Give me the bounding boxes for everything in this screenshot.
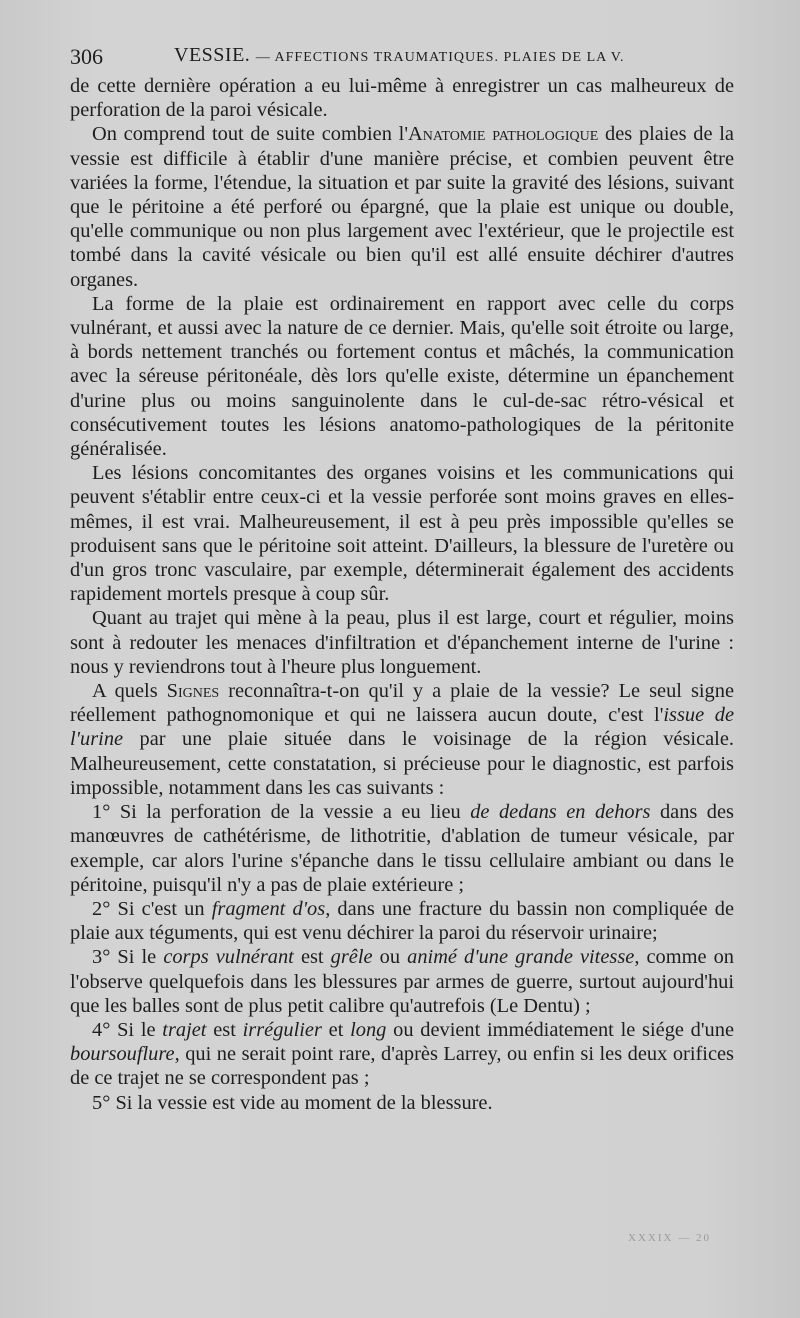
text-run: et bbox=[321, 1018, 351, 1041]
paragraph-anatomie bbox=[70, 122, 734, 291]
italic-run: corps vulnérant bbox=[163, 946, 294, 969]
italic-run: issue de l'urine bbox=[70, 704, 734, 751]
italic-run: trajet bbox=[162, 1018, 207, 1041]
paragraph: Les lésions concomitantes des organes voisins et les communications qui peuvent s'établir entre ceux-ci et la vessie perforée sont moins graves en elles-mêmes, il est vrai. Malheureusement, il est à peu près impossible qu'elles se produisent sans que le péritoine soit atteint. D'ailleurs, la blessure de l'uretère ou d'un gros tronc vasculaire, par exemple, déterminerait également des accidents rapidement mortels presque à coup sûr. bbox=[70, 462, 734, 606]
list-item-3 bbox=[70, 945, 734, 1018]
list-item-4 bbox=[70, 1018, 734, 1091]
text-run: 2° Si c'est un bbox=[92, 897, 212, 920]
italic-run: boursouflure bbox=[70, 1043, 175, 1066]
text-run: 1° Si la perforation de la vessie a eu lieu bbox=[92, 801, 471, 824]
paragraph: La forme de la plaie est ordinairement en rapport avec celle du corps vulnérant, et aussi avec la nature de ce dernier. Mais, qu'elle soit étroite ou large, à bords nettement tranchés ou fortement contus et mâchés, la communication avec la séreuse péritonéale, dès lors qu'elle existe, détermine un épanchement d'urine plus ou moins sanguinolente dans le cul-de-sac rétro-vésical et consécutivement toutes les lésions anatomo-pathologiques de la péritonite généralisée. bbox=[70, 292, 734, 461]
text-run: , qui ne serait point rare, d'après Larrey, ou enfin si les deux orifices de ce trajet ne se correspondent pas ; bbox=[70, 1043, 734, 1090]
text-run: ou devient immédiatement le siége d'une bbox=[386, 1018, 734, 1041]
list-item-5: 5° Si la vessie est vide au moment de la blessure. bbox=[92, 1091, 493, 1114]
running-subtitle: — AFFECTIONS TRAUMATIQUES. PLAIES DE LA V. bbox=[255, 50, 625, 65]
text-run: ou bbox=[372, 946, 408, 969]
italic-run: long bbox=[350, 1018, 387, 1041]
text-run: 3° Si le bbox=[92, 946, 164, 969]
italic-run: grêle bbox=[330, 946, 373, 969]
text-run: par une plaie située dans le voisinage de la région vésicale. Malheureusement, cette constatation, si précieuse pour le diagnostic, est parfois impossible, notamment dans les cas suivants : bbox=[70, 728, 734, 799]
italic-run: animé d'une grande vitesse bbox=[407, 946, 635, 969]
page-header bbox=[70, 40, 740, 70]
text-run: , dans une fracture du bassin non compliquée de plaie aux téguments, qui est venu déchirer la paroi du réservoir urinaire; bbox=[70, 897, 734, 945]
running-head bbox=[174, 44, 625, 67]
paragraph: de cette dernière opération a eu lui-même à enregistrer un cas malheureux de perforation de la paroi vésicale. bbox=[70, 75, 734, 122]
page-number: 306 bbox=[70, 44, 103, 69]
text-run: des plaies de la vessie est difficile à établir d'une manière précise, et combien peuvent être variées la forme, l'étendue, la situation et par suite la gravité des lésions, suivant que le péritoine a été perforé ou épargné, que la plaie est unique ou double, qu'elle communique ou non plus largement avec l'extérieur, que le projectile est tombé dans la cavité vésicale ou bien qu'il est allé ensuite déchirer d'autres organes. bbox=[70, 123, 734, 291]
italic-run: de dedans en dehors bbox=[470, 801, 651, 824]
paragraph: Quant au trajet qui mène à la peau, plus il est large, court et régulier, moins sont à redouter les menaces d'infiltration et d'épanchement interne de l'urine : nous y reviendrons tout à l'heure plus longuement. bbox=[70, 607, 734, 678]
section-term-anatomie: Anatomie pathologique bbox=[408, 123, 599, 146]
running-title: VESSIE. bbox=[174, 44, 251, 66]
text-run: 4° Si le bbox=[92, 1018, 163, 1041]
text-run: est bbox=[206, 1018, 243, 1041]
list-item-2 bbox=[70, 897, 734, 945]
text-run: On comprend tout de suite combien l' bbox=[92, 123, 408, 146]
text-run: dans des manœuvres de cathétérisme, de lithotritie, d'ablation de tumeur vésicale, par exemple, car alors l'urine s'épanche dans le tissu cellulaire ambiant ou dans le péritoine, puisqu'il n'y a pas de plaie extérieure ; bbox=[70, 801, 734, 896]
text-run: , comme on l'observe quelquefois dans les blessures par armes de guerre, surtout aujourd'hui que les balles sont de plus petit calibre qu'autrefois (Le Dentu) ; bbox=[70, 946, 734, 1017]
italic-run: fragment d'os bbox=[211, 897, 326, 920]
italic-run: irrégulier bbox=[242, 1018, 322, 1041]
signature-mark: XXXIX — 20 bbox=[628, 1232, 711, 1244]
body-text bbox=[70, 74, 734, 1115]
text-run: reconnaîtra-t-on qu'il y a plaie de la vessie? Le seul signe réellement pathognomonique et qui ne laissera aucun doute, c'est l' bbox=[70, 680, 734, 727]
section-term-signes: Signes bbox=[166, 680, 220, 703]
text-run: A quels bbox=[92, 680, 167, 703]
list-item-1 bbox=[70, 800, 734, 897]
text-run: est bbox=[293, 946, 331, 969]
paragraph-signes bbox=[70, 679, 734, 800]
